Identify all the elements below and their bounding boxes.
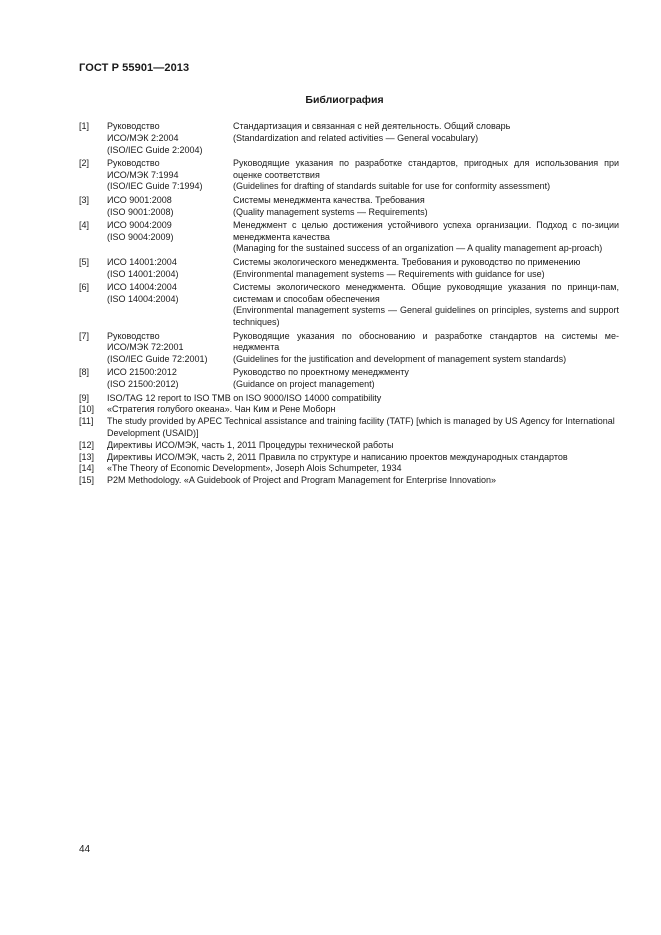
entry-number: [15]	[79, 475, 95, 486]
bib-entry	[79, 440, 619, 452]
entry-description: Системы менеджмента качества. Требования (Quality management systems — Requirements)	[233, 194, 428, 217]
entry-number: [14]	[79, 463, 95, 474]
entry-text: «The Theory of Economic Development», Joseph Alois Schumpeter, 1934	[107, 463, 402, 474]
entry-number: [3]	[79, 194, 90, 205]
entry-text: «Стратегия голубого океана». Чан Ким и Рене Моборн	[107, 404, 336, 415]
entry-number: [8]	[79, 367, 90, 378]
bib-entry	[79, 331, 619, 366]
entry-description: Системы экологического менеджмента. Общие руководящие указания по принци-пам, системам и способам обеспечения (Environmental management systems — General guidelines on principles, systems and support techniques)	[233, 281, 619, 328]
entry-reference: ИСО 21500:2012 (ISO 21500:2012)	[107, 367, 179, 390]
entry-number: [13]	[79, 451, 95, 462]
entry-description: Руководящие указания по разработке стандартов, пригодных для использования при оценке соответствия (Guidelines for drafting of standards suitable for use for conformity assessment)	[233, 157, 619, 192]
entry-reference: ИСО 14004:2004 (ISO 14004:2004)	[107, 281, 179, 304]
entry-description: Менеджмент с целью достижения устойчивого успеха организации. Подход с по-зиции менеджмента качества (Managing for the sustained success of an organization — A quality management ap-proach)	[233, 219, 619, 254]
entry-description: Стандартизация и связанная с ней деятельность. Общий словарь (Standardization and related activities — General vocabulary)	[233, 121, 511, 143]
entry-number: [12]	[79, 439, 95, 450]
entry-number: [11]	[79, 416, 94, 427]
entry-description: Руководство по проектному менеджменту (Guidance on project management)	[233, 367, 409, 390]
bib-entry	[79, 158, 619, 193]
entry-description: Руководящие указания по обоснованию и разработке стандартов на системы ме-неджмента (Guidelines for the justification and development of management system standards)	[233, 330, 619, 365]
bib-entry	[79, 367, 619, 391]
entry-number: [9]	[79, 392, 90, 403]
section-title: Библиография	[305, 94, 384, 106]
bib-entry	[79, 452, 619, 464]
bib-entry	[79, 121, 619, 156]
bib-entry	[79, 475, 619, 487]
bib-entry	[79, 463, 619, 475]
bib-entry	[79, 220, 619, 255]
bib-entry	[79, 195, 619, 219]
entry-reference: Руководство ИСО/МЭК 72:2001 (ISO/IEC Guide 72:2001)	[107, 330, 208, 365]
entry-text: P2M Methodology. «A Guidebook of Project and Program Management for Enterprise Innovation»	[107, 475, 497, 486]
entry-reference: ИСО 14001:2004 (ISO 14001:2004)	[107, 256, 179, 279]
entry-number: [6]	[79, 281, 90, 292]
bib-entry	[79, 404, 619, 416]
entry-number: [1]	[79, 121, 90, 131]
entry-text: The study provided by APEC Technical assistance and training facility (TATF) [which is managed by US Agency for International Development (USAID)]	[107, 416, 615, 438]
bib-entry	[79, 393, 619, 405]
entry-text: Директивы ИСО/МЭК, часть 1, 2011 Процедуры технической работы	[107, 439, 394, 450]
document-header: ГОСТ Р 55901—2013	[79, 62, 190, 74]
entry-number: [10]	[79, 404, 95, 415]
entry-reference: Руководство ИСО/МЭК 2:2004 (ISO/IEC Guide 2:2004)	[107, 121, 203, 155]
page-number: 44	[79, 844, 91, 855]
entry-number: [5]	[79, 256, 90, 267]
bib-entry	[79, 257, 619, 281]
bib-entry	[79, 282, 619, 329]
entry-text: ISO/TAG 12 report to ISO TMB on ISO 9000/ISO 14000 compatibility	[107, 392, 382, 403]
bib-entry	[79, 416, 619, 440]
entry-number: [7]	[79, 330, 90, 341]
bibliography-list	[79, 121, 619, 487]
entry-number: [4]	[79, 219, 90, 230]
entry-reference: ИСО 9004:2009 (ISO 9004:2009)	[107, 219, 174, 242]
entry-reference: ИСО 9001:2008 (ISO 9001:2008)	[107, 194, 174, 217]
entry-reference: Руководство ИСО/МЭК 7:1994 (ISO/IEC Guide 7:1994)	[107, 157, 203, 192]
entry-description: Системы экологического менеджмента. Требования и руководство по применению (Environmental management systems — Requirements with guidance for use)	[233, 256, 581, 279]
entry-text: Директивы ИСО/МЭК, часть 2, 2011 Правила по структуре и написанию проектов международных стандартов	[107, 451, 568, 462]
entry-number: [2]	[79, 157, 90, 168]
